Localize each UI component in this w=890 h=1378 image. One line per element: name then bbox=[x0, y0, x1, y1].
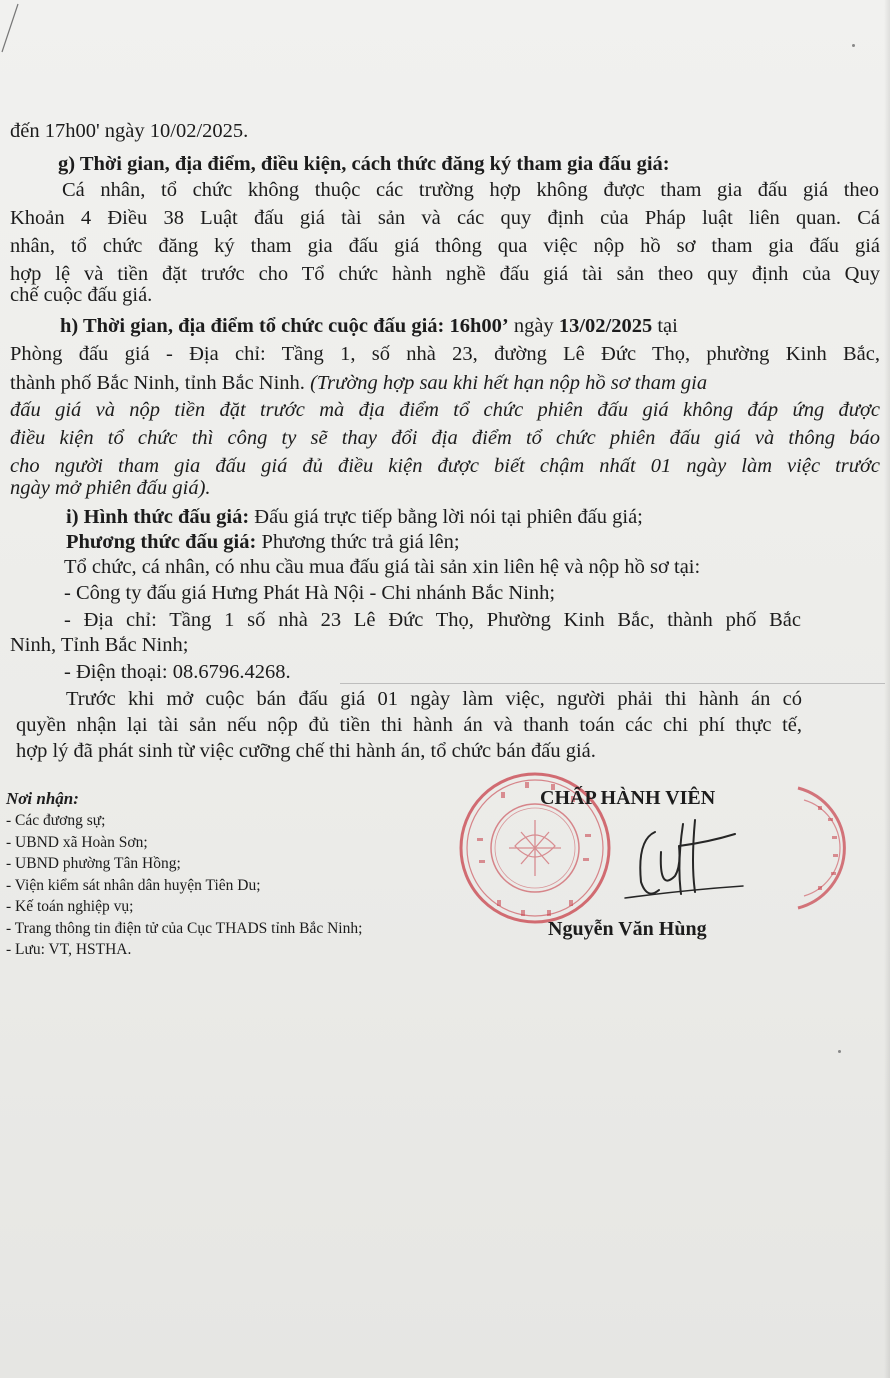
body-line: nhân, tổ chức đăng ký tham gia đấu giá thông qua việc nộp hồ sơ tham gia đấu giá bbox=[10, 235, 880, 257]
section-h-tai: tại bbox=[652, 315, 678, 337]
body-line: Phòng đấu giá - Địa chỉ: Tầng 1, số nhà 23, đường Lê Đức Thọ, phường Kinh Bắc, bbox=[10, 343, 880, 365]
signer-name: Nguyễn Văn Hùng bbox=[548, 918, 707, 940]
section-h-day-word: ngày bbox=[508, 315, 559, 337]
paper-speck bbox=[838, 1050, 841, 1053]
body-line: Cá nhân, tổ chức không thuộc các trường hợp không được tham gia đấu giá theo bbox=[62, 179, 879, 201]
body-line: Trước khi mở cuộc bán đấu giá 01 ngày làm việc, người phải thi hành án có bbox=[66, 688, 802, 710]
body-line: đến 17h00' ngày 10/02/2025. bbox=[10, 120, 249, 142]
auction-form-value: Đấu giá trực tiếp bằng lời nói tại phiên đấu giá; bbox=[249, 506, 643, 528]
corner-fold-mark bbox=[0, 0, 30, 60]
body-text: thành phố Bắc Ninh, tỉnh Bắc Ninh. bbox=[10, 372, 311, 394]
section-h-heading bbox=[60, 313, 880, 339]
auction-method-value: Phương thức trả giá lên; bbox=[256, 531, 460, 553]
body-line: Khoản 4 Điều 38 Luật đấu giá tài sản và các quy định của Pháp luật liên quan. Cá bbox=[10, 207, 880, 229]
body-line: chế cuộc đấu giá. bbox=[10, 284, 153, 306]
handwritten-signature-icon bbox=[595, 812, 745, 912]
address-line: Ninh, Tỉnh Bắc Ninh; bbox=[10, 634, 189, 656]
scan-rule bbox=[340, 683, 885, 684]
recipient-item: - Kế toán nghiệp vụ; bbox=[6, 898, 134, 915]
section-g-heading: g) Thời gian, địa điểm, điều kiện, cách thức đăng ký tham gia đấu giá: bbox=[58, 153, 670, 175]
address-line: - Địa chỉ: Tầng 1 số nhà 23 Lê Đức Thọ, Phường Kinh Bắc, thành phố Bắc bbox=[64, 609, 801, 631]
body-line: hợp lệ và tiền đặt trước cho Tổ chức hành nghề đấu giá tài sản theo quy định của Quy bbox=[10, 263, 880, 285]
paper-speck bbox=[852, 44, 855, 47]
signer-title: CHẤP HÀNH VIÊN bbox=[540, 787, 716, 809]
italic-note-line: ngày mở phiên đấu giá). bbox=[10, 477, 211, 499]
italic-note-line: đấu giá và nộp tiền đặt trước mà địa điểm tổ chức phiên đấu giá không đáp ứng được bbox=[10, 399, 880, 421]
italic-note-line: điều kiện tổ chức thì công ty sẽ thay đổi địa điểm tổ chức phiên đấu giá và thông báo bbox=[10, 427, 880, 449]
recipients-block bbox=[6, 788, 466, 961]
recipient-item: - Trang thông tin điện tử của Cục THADS tỉnh Bắc Ninh; bbox=[6, 919, 363, 937]
recipient-item: - UBND phường Tân Hồng; bbox=[6, 855, 181, 872]
body-line: hợp lý đã phát sinh từ việc cưỡng chế thi hành án, tổ chức bán đấu giá. bbox=[16, 740, 596, 762]
auction-method-label: Phương thức đấu giá: bbox=[66, 531, 257, 553]
recipient-item: - Các đương sự; bbox=[6, 812, 106, 829]
partial-seal-icon bbox=[788, 778, 858, 918]
body-line: Tổ chức, cá nhân, có nhu cầu mua đấu giá tài sản xin liên hệ và nộp hồ sơ tại: bbox=[64, 556, 701, 578]
body-line bbox=[10, 370, 880, 396]
auction-method-line bbox=[66, 529, 878, 555]
recipient-item: - UBND xã Hoàn Sơn; bbox=[6, 833, 148, 851]
recipient-item: - Lưu: VT, HSTHA. bbox=[6, 941, 132, 958]
phone-line: - Điện thoại: 08.6796.4268. bbox=[64, 661, 291, 683]
auction-form-label: i) Hình thức đấu giá: bbox=[66, 506, 250, 528]
recipient-item: - Viện kiểm sát nhân dân huyện Tiên Du; bbox=[6, 876, 261, 894]
italic-note-line: cho người tham gia đấu giá đủ điều kiện được biết chậm nhất 01 ngày làm việc trước bbox=[10, 455, 880, 477]
body-line: quyền nhận lại tài sản nếu nộp đủ tiền thi hành án và thanh toán các chi phí thực tế, bbox=[16, 714, 802, 736]
page-edge-shadow bbox=[884, 0, 890, 1378]
italic-note: (Trường hợp sau khi hết hạn nộp hồ sơ tham gia bbox=[310, 372, 708, 394]
section-i-line bbox=[66, 504, 878, 530]
company-line: - Công ty đấu giá Hưng Phát Hà Nội - Chi nhánh Bắc Ninh; bbox=[64, 582, 556, 604]
section-h-date: 13/02/2025 bbox=[558, 315, 653, 337]
recipients-title: Nơi nhận: bbox=[6, 789, 79, 808]
section-h-label: h) Thời gian, địa điểm tổ chức cuộc đấu giá: 16h00’ bbox=[60, 315, 509, 337]
